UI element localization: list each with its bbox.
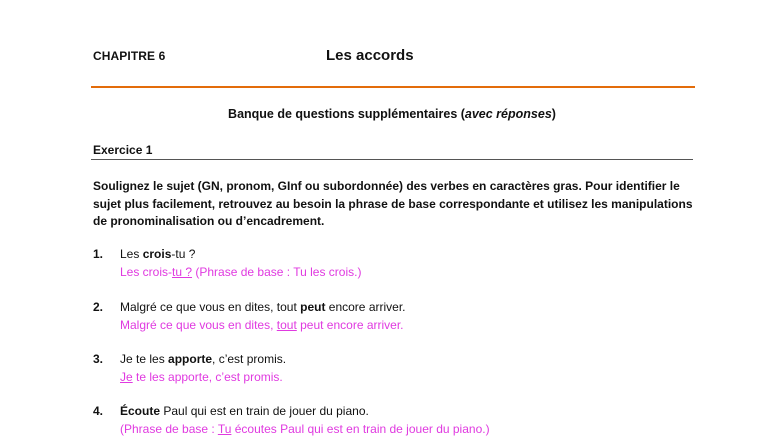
- question-text: -tu ?: [171, 247, 196, 261]
- answer-text: (Phrase de base :: [120, 422, 218, 436]
- item-number: 1.: [93, 247, 104, 261]
- question-text: Paul qui est en train de jouer du piano.: [160, 404, 369, 418]
- section-title-main: Banque de questions supplémentaires (: [228, 107, 465, 121]
- exercise-instructions: Soulignez le sujet (GN, pronom, GInf ou subordonnée) des verbes en caractères gras. Pour identifier le sujet plus facilement, retrouvez au besoin la phrase de base correspondante et utilisez les manipulations de pronominalisation ou d’encadrement.: [93, 179, 693, 228]
- item-number: 2.: [93, 300, 104, 314]
- answer-text: écoutes Paul qui est en train de jouer du piano.): [231, 422, 490, 436]
- item-answer: [120, 420, 490, 438]
- answer-text: Les crois-: [120, 265, 173, 279]
- question-text: , c’est promis.: [212, 352, 287, 366]
- exercise-label: Exercice 1: [93, 143, 153, 157]
- chapter-title: Les accords: [326, 47, 414, 64]
- item-number: 3.: [93, 352, 104, 366]
- answer-text: peut encore arriver.: [296, 318, 404, 332]
- item-answer: [120, 368, 283, 386]
- answer-subject-underlined: tout: [276, 318, 297, 332]
- item-number: 4.: [93, 404, 104, 418]
- answer-subject-underlined: Je: [120, 370, 133, 384]
- question-text: encore arriver.: [325, 300, 406, 314]
- question-verb-bold: crois: [142, 247, 172, 261]
- answer-text: te les apporte, c’est promis.: [132, 370, 283, 384]
- answer-subject-underlined: tu ?: [172, 265, 193, 279]
- answer-subject-underlined: Tu: [217, 422, 232, 436]
- item-answer: [120, 263, 361, 281]
- section-title: [0, 107, 784, 121]
- chapter-label: CHAPITRE 6: [93, 49, 166, 63]
- item-question: [120, 402, 369, 420]
- item-question: [120, 350, 286, 368]
- section-title-close: ): [551, 107, 556, 121]
- chapter-header: [93, 47, 695, 67]
- answer-text: (Phrase de base : Tu les crois.): [192, 265, 362, 279]
- question-text: Les: [120, 247, 143, 261]
- question-verb-bold: peut: [300, 300, 326, 314]
- question-text: Je te les: [120, 352, 169, 366]
- answer-text: Malgré ce que vous en dites,: [120, 318, 277, 332]
- question-text: Malgré ce que vous en dites, tout: [120, 300, 301, 314]
- item-question: [120, 298, 406, 316]
- section-title-italic: avec réponses: [464, 107, 552, 121]
- header-divider: [91, 86, 695, 88]
- exercise-divider: [91, 159, 693, 160]
- question-verb-bold: Écoute: [120, 404, 161, 418]
- item-question: [120, 245, 195, 263]
- question-verb-bold: apporte: [168, 352, 213, 366]
- item-answer: [120, 316, 404, 334]
